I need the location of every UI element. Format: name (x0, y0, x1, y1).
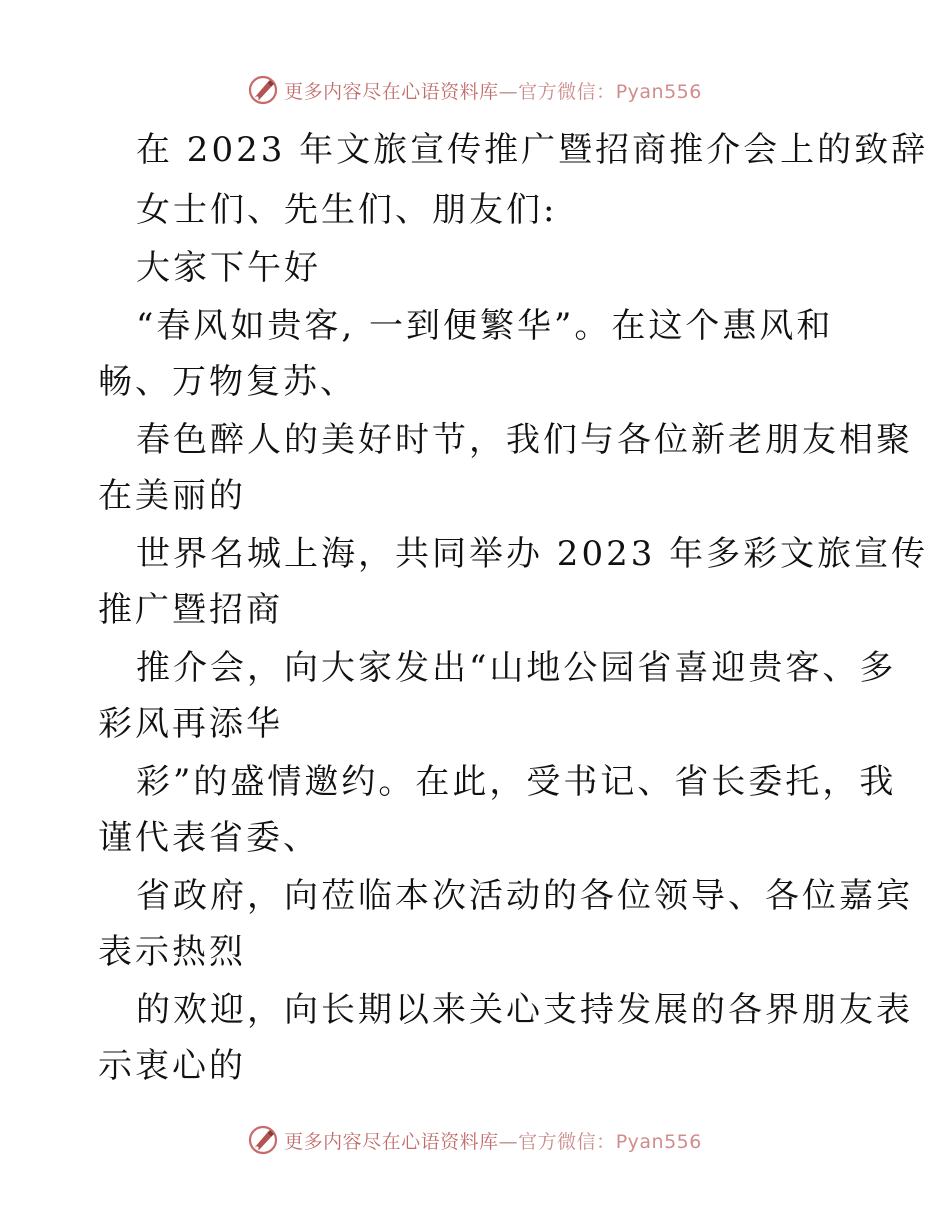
paragraph-line: 世界名城上海，共同举办 2023 年多彩文旅宣传 (136, 534, 929, 574)
document-title: 在 2023 年文旅宣传推广暨招商推介会上的致辞 (136, 130, 929, 170)
paragraph-line: 彩”的盛情邀约。在此，受书记、省长委托，我 (136, 762, 897, 802)
footer-watermark (0, 1122, 950, 1158)
watermark-account: Pyan556 (615, 80, 702, 103)
watermark-separator: — (498, 80, 519, 103)
pen-logo-icon (248, 75, 278, 105)
paragraph-line: 推广暨招商 (98, 590, 283, 630)
paragraph-line: 彩风再添华 (98, 704, 283, 744)
paragraph-line: 在美丽的 (98, 476, 246, 516)
greeting: 大家下午好 (136, 248, 321, 288)
paragraph-line: 谨代表省委、 (98, 818, 320, 858)
salutation: 女士们、先生们、朋友们: (136, 190, 558, 230)
watermark-brand: 更多内容尽在心语资料库 (284, 1130, 499, 1153)
watermark-brand: 更多内容尽在心语资料库 (284, 80, 499, 103)
pen-logo-icon (248, 1125, 278, 1155)
watermark-label: 官方微信： (518, 80, 616, 103)
paragraph-line: 示衷心的 (98, 1046, 246, 1086)
paragraph-line: 畅、万物复苏、 (98, 362, 357, 402)
paragraph-line: 推介会，向大家发出“山地公园省喜迎贵客、多 (136, 648, 897, 688)
watermark-account: Pyan556 (615, 1130, 702, 1153)
paragraph-line: “春风如贵客, 一到便繁华”。在这个惠风和 (136, 306, 834, 346)
header-watermark (0, 72, 950, 108)
paragraph-line: 的欢迎，向长期以来关心支持发展的各界朋友表 (136, 990, 913, 1030)
paragraph-line: 表示热烈 (98, 932, 246, 972)
watermark-label: 官方微信： (518, 1130, 616, 1153)
watermark-separator: — (498, 1130, 519, 1153)
paragraph-line: 春色醉人的美好时节，我们与各位新老朋友相聚 (136, 420, 913, 460)
paragraph-line: 省政府，向莅临本次活动的各位领导、各位嘉宾 (136, 876, 913, 916)
